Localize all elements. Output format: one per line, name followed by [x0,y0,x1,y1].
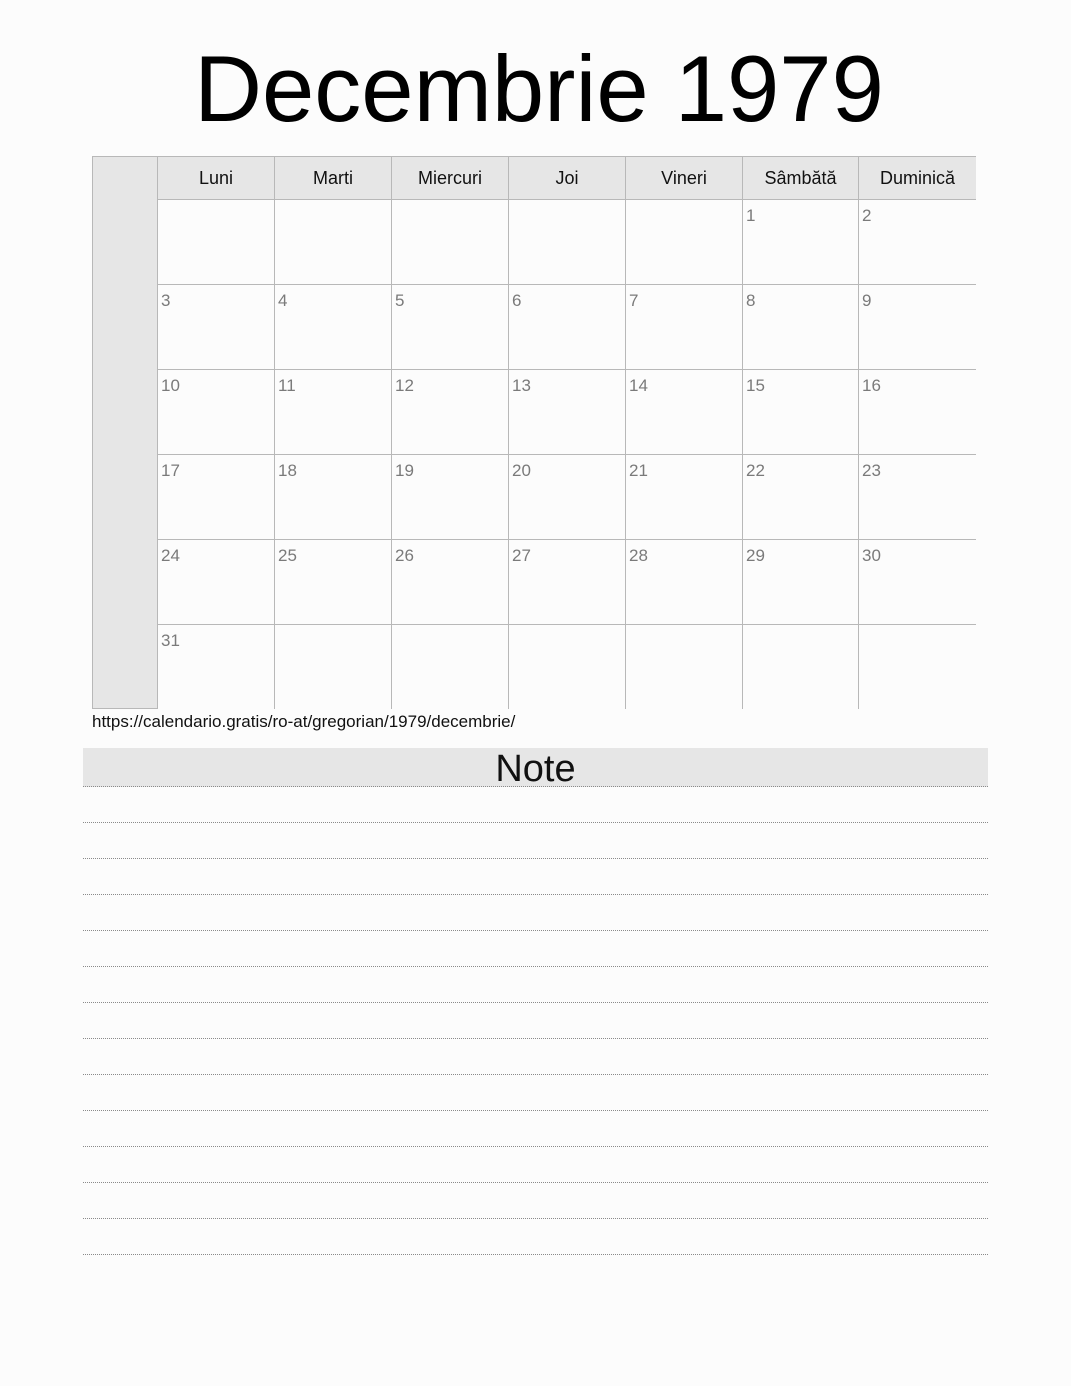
day-cell [392,455,509,540]
day-cell [392,540,509,625]
weekday-header: Marti [275,157,392,200]
day-number: 25 [278,546,297,565]
day-number: 26 [395,546,414,565]
day-cell [392,625,509,709]
day-cell [158,285,275,370]
day-cell [509,625,626,709]
weekday-header: Luni [158,157,275,200]
week-number-column [93,157,158,708]
day-cell [509,285,626,370]
source-url: https://calendario.gratis/ro-at/gregorian/1979/decembrie/ [92,712,516,731]
day-cell [859,285,976,370]
day-cell [626,200,743,285]
day-number: 14 [629,376,648,395]
note-line[interactable] [83,787,988,823]
day-cell [859,200,976,285]
day-number: 11 [278,376,296,395]
day-cell [626,625,743,709]
page-title: Decembrie 1979 [194,36,884,141]
day-number: 24 [161,546,180,565]
weekday-header: Sâmbătă [743,157,859,200]
day-cell [626,540,743,625]
day-number: 16 [862,376,881,395]
note-line[interactable] [83,967,988,1003]
note-line[interactable] [83,1147,988,1183]
weekday-header: Vineri [626,157,743,200]
calendar-grid [92,156,976,709]
day-number: 15 [746,376,765,395]
day-cell [509,370,626,455]
calendar-days [158,157,975,708]
notes-title: Note [83,748,988,787]
weekday-header: Miercuri [392,157,509,200]
note-line[interactable] [83,1183,988,1219]
day-cell [626,370,743,455]
day-cell [158,200,275,285]
note-lines [83,787,988,1255]
day-cell [859,370,976,455]
day-number: 17 [161,461,180,480]
day-cell [743,200,859,285]
note-line[interactable] [83,1111,988,1147]
note-line[interactable] [83,1039,988,1075]
day-cell [743,370,859,455]
day-number: 30 [862,546,881,565]
day-number: 4 [278,291,288,310]
note-line[interactable] [83,895,988,931]
day-number: 13 [512,376,531,395]
note-line[interactable] [83,823,988,859]
day-cell [509,200,626,285]
day-number: 10 [161,376,180,395]
day-number: 22 [746,461,765,480]
note-line[interactable] [83,931,988,967]
day-number: 20 [512,461,531,480]
day-cell [509,540,626,625]
day-cell [392,200,509,285]
day-cell [626,285,743,370]
day-cell [743,625,859,709]
day-cell [626,455,743,540]
note-line[interactable] [83,1075,988,1111]
day-number: 9 [862,291,872,310]
day-cell [743,455,859,540]
day-cell [158,625,275,709]
day-number: 18 [278,461,297,480]
day-number: 12 [395,376,414,395]
day-cell [743,285,859,370]
day-cell [275,455,392,540]
day-cell [392,285,509,370]
day-number: 1 [746,206,756,225]
day-cell [859,455,976,540]
day-number: 23 [862,461,881,480]
day-cell [743,540,859,625]
note-line[interactable] [83,1003,988,1039]
day-number: 8 [746,291,756,310]
day-number: 21 [629,461,648,480]
day-cell [158,370,275,455]
note-line[interactable] [83,859,988,895]
day-number: 6 [512,291,522,310]
note-line[interactable] [83,1219,988,1255]
day-cell [275,625,392,709]
day-cell [859,625,976,709]
weekday-header: Duminică [859,157,976,200]
day-cell [392,370,509,455]
day-number: 3 [161,291,171,310]
day-cell [158,455,275,540]
day-number: 2 [862,206,872,225]
weekday-header: Joi [509,157,626,200]
day-number: 31 [161,631,180,650]
day-cell [275,285,392,370]
day-cell [158,540,275,625]
day-cell [275,540,392,625]
notes-section [83,748,988,1255]
day-cell [275,370,392,455]
day-cell [275,200,392,285]
day-number: 19 [395,461,414,480]
day-cell [509,455,626,540]
day-number: 27 [512,546,531,565]
day-number: 29 [746,546,765,565]
day-cell [859,540,976,625]
day-number: 28 [629,546,648,565]
day-number: 5 [395,291,405,310]
day-number: 7 [629,291,639,310]
